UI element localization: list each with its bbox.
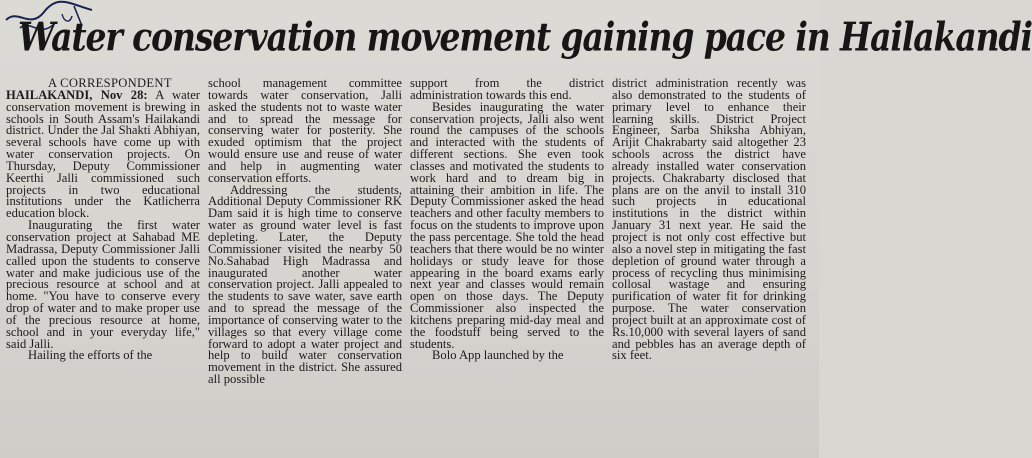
dateline: HAILAKANDI, Nov 28: (6, 87, 148, 102)
paragraph: Addressing the students, Additional Deputy Commissioner RK Dam said it is high time to conserve water as ground water level is fast depleting. Later, the Deputy Commissioner visited the nearby 50 No.Sahabad High Madrassa and inaugurated another water conservation project. Jalli appealed to the students to save water, save earth and to spread the message of the importance of conserving water to the villages so that every village come forward to adopt a water project and help to build water conservation movement in the district. She assured all possible (208, 182, 402, 387)
column-1 (6, 78, 200, 450)
paragraph: Inaugurating the first water conservation project at Sahabad ME Madrassa, Deputy Commissioner Jalli called upon the students to conserve water and make judicious use of the precious resource at school and at home. "You have to conserve every drop of water and to make proper use of the precious resource at home, school and in your everyday life," said Jalli. (6, 218, 200, 351)
paragraph-text: A water conservation movement is brewing in schools in South Assam's Hailakandi district. Under the Jal Shakti Abhiyan, several schools have come up with water conservation projects. On Thursday, Deputy Commissioner Keerthi Jalli commissioned such projects in two educational institutions under the Katlicherra education block. (6, 87, 200, 221)
column-3 (410, 78, 604, 450)
column-4 (612, 78, 806, 450)
byline: A CORRESPONDENT (48, 76, 172, 90)
paragraph: Bolo App launched by the (432, 348, 564, 363)
paragraph: district administration recently was also demonstrated to the students of primary level to enhance their learning skills. District Project Engineer, Sarba Shiksha Abhiyan, Arijit Chakrabarty said altogether 23 schools across the district have already installed water conservation projects. Chakrabarty disclosed that plans are on the anvil to install 310 such projects in educational institutions in the district within January 31 next year. He said the project is not only cost effective but also a novel step in mitigating the fast depletion of ground water through a process of recycling thus minimising collosal wastage and ensuring purification of water fit for drinking purpose. The water conservation project built at an approximate cost of Rs.10,000 with several layers of sand and pebbles has an average depth of six feet. (612, 76, 806, 363)
paragraph: support from the district administration towards this end. (410, 76, 604, 102)
lead-paragraph (6, 87, 200, 221)
column-2 (208, 78, 402, 450)
headline: Water conservation movement gaining pace in Hailakandi (18, 14, 1032, 61)
paragraph: Besides inaugurating the water conservation projects, Jalli also went round the campuses of the schools and interacted with the students of different sections. She even took classes and motivated the students to work hard and to dream big in attaining their ambition in life. The Deputy Commissioner asked the head teachers and other faculty members to focus on the students to improve upon the pass percentage. She told the head teachers that there would be no winter holidays or study leave for those appearing in the board exams early next year and classes would remain open on those days. The Deputy Commissioner also inspected the kitchens preparing mid-day meal and the foodstuff being served to the students. (410, 99, 604, 351)
paragraph: Hailing the efforts of the (28, 348, 153, 363)
article-body (6, 78, 814, 450)
paragraph: school management committee towards water conservation, Jalli asked the students not to waste water and to spread the message for conserving water for posterity. She exuded optimism that the project would ensure use and reuse of water and help in augmenting water conservation efforts. (208, 76, 402, 185)
